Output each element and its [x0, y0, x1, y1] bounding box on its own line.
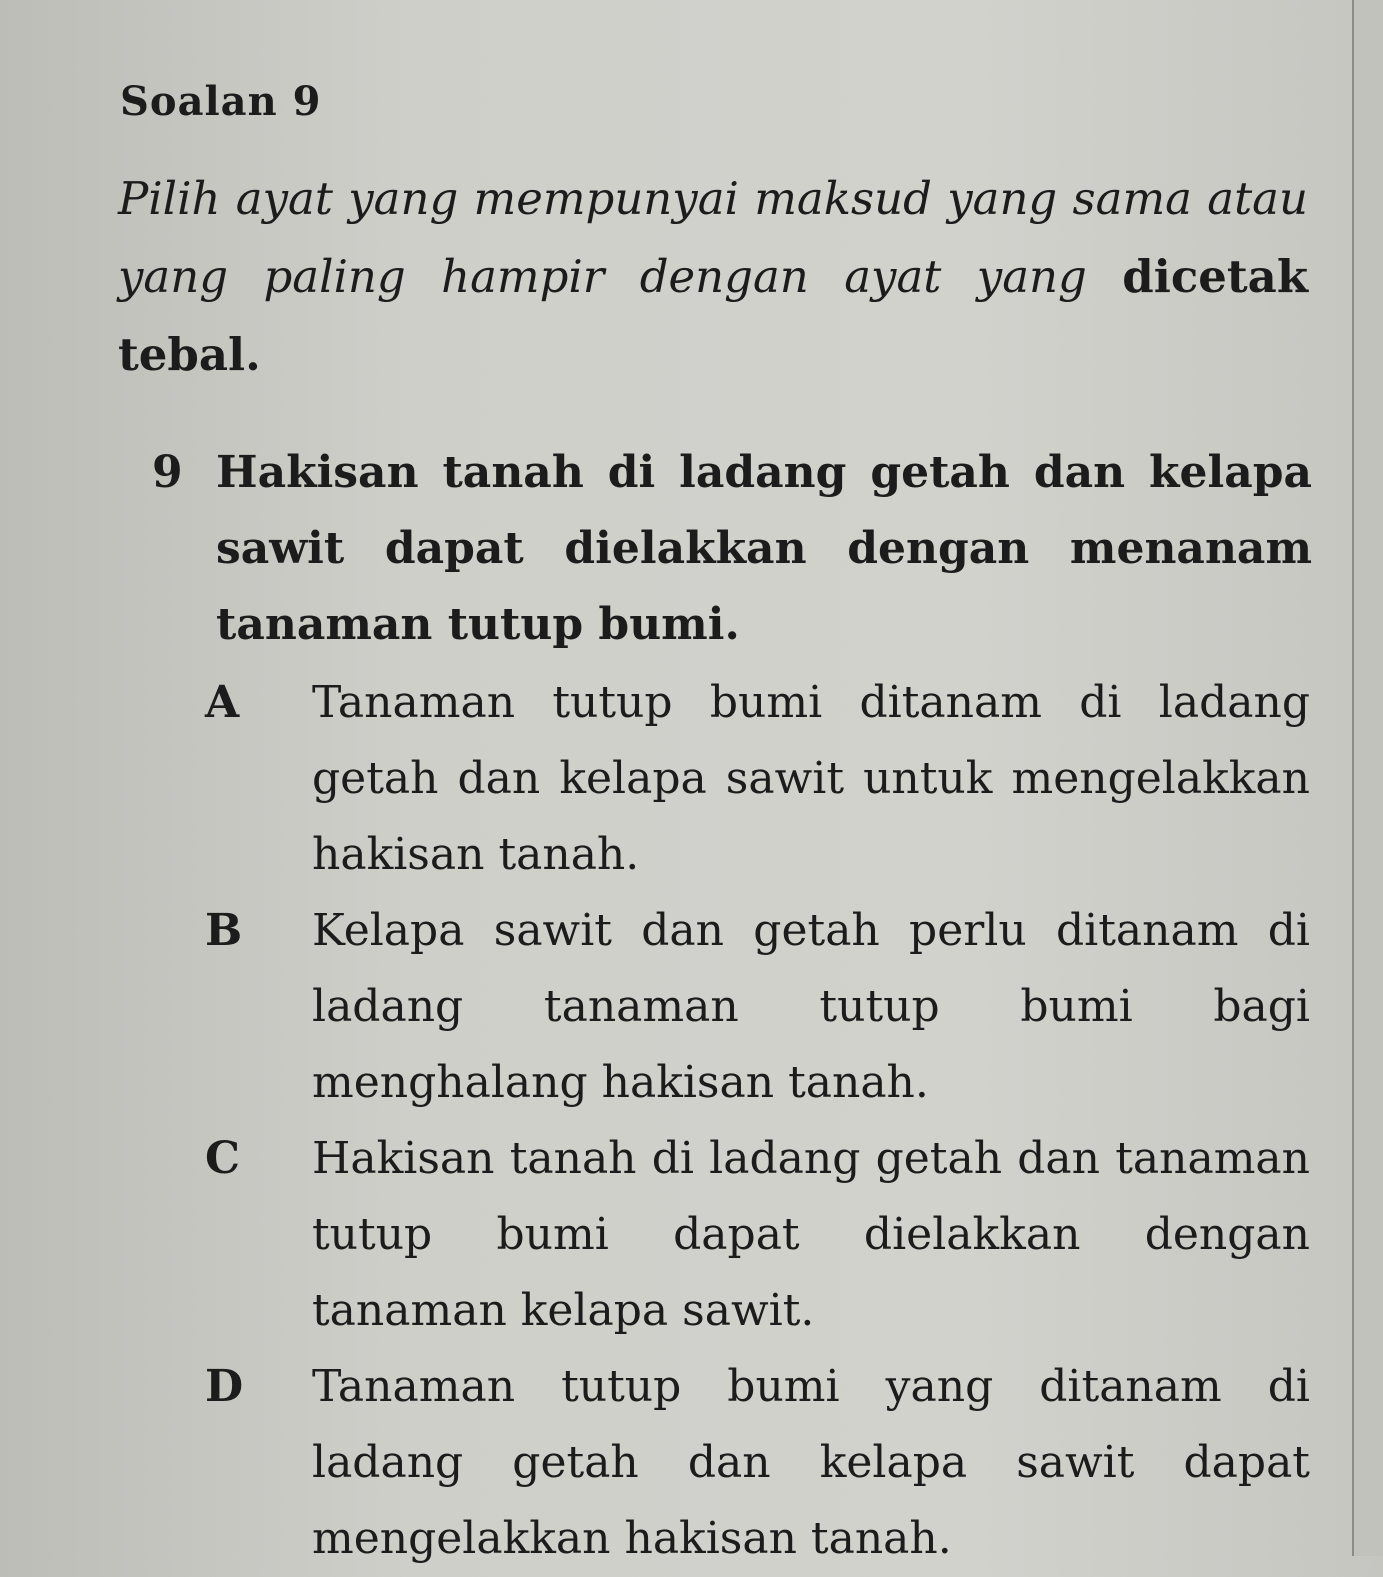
option-letter: A	[205, 677, 240, 728]
option-text: Tanaman tutup bumi ditanam di ladang getah dan kelapa sawit untuk mengelakkan hakisan tanah.	[312, 677, 1310, 880]
option-text: Kelapa sawit dan getah perlu ditanam di ladang tanaman tutup bumi bagi menghalang hakisan tanah.	[312, 905, 1310, 1108]
page-edge-shadow	[1354, 0, 1383, 1556]
instruction-italic: Pilih ayat yang mempunyai maksud yang sama atau yang paling hampir dengan ayat yang	[118, 172, 1308, 303]
answer-options	[205, 665, 1310, 1577]
option-text: Tanaman tutup bumi yang ditanam di ladang getah dan kelapa sawit dapat mengelakkan hakisan tanah.	[312, 1361, 1310, 1564]
question-number: 9	[152, 447, 183, 498]
option-letter: C	[205, 1133, 241, 1184]
option-c[interactable]	[205, 1121, 1310, 1349]
instruction-bold: dicetak tebal.	[118, 250, 1308, 381]
option-letter: B	[205, 905, 243, 956]
option-text: Hakisan tanah di ladang getah dan tanaman tutup bumi dapat dielakkan dengan tanaman kelapa sawit.	[312, 1133, 1310, 1336]
option-a[interactable]	[205, 665, 1310, 893]
question-stem	[152, 435, 1312, 663]
option-d[interactable]	[205, 1349, 1310, 1577]
option-b[interactable]	[205, 893, 1310, 1121]
question-text: Hakisan tanah di ladang getah dan kelapa sawit dapat dielakkan dengan menanam tanaman tutup bumi.	[216, 447, 1312, 650]
option-letter: D	[205, 1361, 244, 1412]
question-heading: Soalan 9	[120, 78, 322, 125]
instruction-text	[118, 160, 1308, 394]
